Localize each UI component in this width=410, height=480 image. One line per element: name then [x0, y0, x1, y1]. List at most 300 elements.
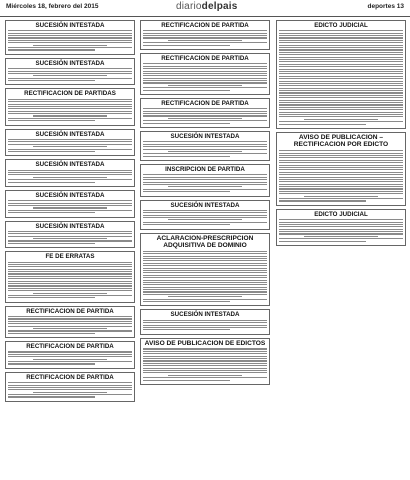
- text-line: [8, 68, 132, 69]
- text-line: [143, 182, 267, 183]
- text-line: [8, 35, 132, 36]
- text-line: [8, 174, 132, 175]
- text-line: [143, 265, 267, 266]
- text-line: [8, 120, 95, 121]
- legal-notice: [140, 98, 270, 128]
- text-line: [33, 359, 107, 360]
- text-line: [279, 153, 403, 154]
- text-line: [8, 262, 132, 263]
- notice-title: AVISO DE PUBLICACION DE EDICTOS: [144, 339, 266, 347]
- text-line: [8, 264, 132, 265]
- notice-title: RECTIFICACION DE PARTIDA: [161, 22, 249, 29]
- text-line: [143, 120, 267, 121]
- legal-notice: [5, 372, 135, 402]
- text-line: [8, 108, 132, 109]
- legal-notice: [276, 209, 406, 246]
- notice-title: EDICTO JUDICIAL: [314, 22, 368, 29]
- text-line: [279, 83, 403, 84]
- text-line: [8, 203, 132, 204]
- text-line: [143, 63, 267, 64]
- text-line: [8, 200, 132, 201]
- notice-title: SUCESIÓN INTESTADA: [35, 59, 105, 67]
- notice-title: SUCESIÓN INTESTADA: [35, 22, 105, 29]
- text-line: [168, 375, 242, 376]
- text-line: [279, 88, 403, 89]
- text-line: [143, 215, 267, 216]
- text-line: [8, 356, 132, 357]
- text-line: [143, 90, 230, 91]
- text-line: [143, 189, 267, 190]
- text-line: [143, 37, 267, 38]
- text-line: [8, 33, 132, 34]
- text-line: [8, 170, 132, 171]
- text-line: [279, 165, 403, 166]
- notice-title: SUCESIÓN INTESTADA: [35, 222, 105, 230]
- text-line: [279, 112, 403, 113]
- text-line: [279, 85, 403, 86]
- text-line: [279, 100, 403, 101]
- text-line: [279, 124, 366, 125]
- notice-title: FE DE ERRATAS: [45, 253, 95, 261]
- text-line: [279, 226, 403, 227]
- text-line: [279, 238, 403, 239]
- notice-title: INSCRIPCION DE PARTIDA: [165, 166, 245, 174]
- text-line: [143, 78, 267, 79]
- text-line: [279, 160, 403, 161]
- text-line: [143, 251, 267, 252]
- notice-title: EDICTO JUDICIAL: [314, 210, 368, 218]
- text-line: [8, 321, 132, 322]
- text-line: [8, 47, 132, 48]
- notice-title: RECTIFICACION DE PARTIDA: [26, 343, 114, 351]
- text-line: [8, 316, 132, 317]
- text-line: [143, 329, 230, 330]
- text-line: [143, 325, 267, 326]
- legal-notice: [276, 20, 406, 129]
- legal-notice: [5, 20, 135, 55]
- text-line: [279, 78, 403, 79]
- text-line: [279, 172, 403, 173]
- text-line: [143, 377, 267, 378]
- text-line: [8, 361, 132, 362]
- text-line: [143, 287, 267, 288]
- text-line: [8, 99, 132, 100]
- issue-date: Miércoles 18, febrero del 2015: [6, 3, 99, 10]
- text-line: [8, 273, 132, 274]
- text-line: [143, 294, 267, 295]
- text-line: [143, 45, 230, 46]
- text-line: [143, 75, 267, 76]
- text-line: [279, 35, 403, 36]
- text-line: [8, 73, 132, 74]
- text-line: [8, 333, 95, 334]
- text-line: [8, 382, 132, 383]
- text-line: [279, 33, 403, 34]
- text-line: [8, 111, 132, 112]
- text-line: [8, 290, 132, 291]
- legal-notice: [140, 20, 270, 50]
- text-line: [168, 85, 242, 86]
- text-line: [143, 253, 267, 254]
- text-line: [8, 49, 95, 50]
- text-line: [8, 354, 132, 355]
- text-line: [8, 149, 132, 150]
- logo-part-2: delpais: [201, 1, 238, 12]
- text-line: [8, 240, 132, 241]
- text-line: [8, 283, 132, 284]
- text-line: [143, 113, 267, 114]
- text-line: [8, 113, 132, 114]
- text-line: [304, 119, 378, 120]
- text-line: [143, 370, 267, 371]
- text-line: [279, 179, 403, 180]
- text-line: [279, 200, 366, 201]
- text-line: [279, 69, 403, 70]
- text-line: [143, 156, 230, 157]
- legal-notice: [5, 341, 135, 369]
- text-line: [143, 353, 267, 354]
- text-line: [279, 177, 403, 178]
- text-line: [8, 141, 132, 142]
- text-line: [279, 162, 403, 163]
- text-line: [8, 351, 132, 352]
- column-2: [140, 20, 270, 388]
- text-line: [279, 191, 403, 192]
- text-line: [143, 82, 267, 83]
- text-line: [143, 80, 267, 81]
- legal-notice: [5, 88, 135, 125]
- text-line: [279, 241, 366, 242]
- text-line: [8, 233, 132, 234]
- text-line: [143, 320, 267, 321]
- text-line: [143, 184, 267, 185]
- text-line: [8, 276, 132, 277]
- text-line: [8, 179, 132, 180]
- text-line: [279, 45, 403, 46]
- text-line: [8, 30, 132, 31]
- text-line: [143, 301, 230, 302]
- text-line: [33, 328, 107, 329]
- text-line: [8, 182, 95, 183]
- legal-notice: [5, 306, 135, 338]
- text-line: [279, 186, 403, 187]
- text-line: [279, 188, 403, 189]
- text-line: [143, 42, 267, 43]
- text-line: [279, 66, 403, 67]
- text-line: [168, 219, 242, 220]
- text-line: [279, 231, 403, 232]
- text-line: [279, 71, 403, 72]
- text-line: [279, 233, 403, 234]
- text-line: [143, 87, 267, 88]
- text-line: [33, 45, 107, 46]
- text-line: [279, 224, 403, 225]
- text-line: [279, 42, 403, 43]
- text-line: [143, 146, 267, 147]
- column-3: [276, 20, 406, 249]
- text-line: [143, 282, 267, 283]
- text-line: [8, 285, 132, 286]
- text-line: [143, 141, 267, 142]
- legal-notice: [5, 190, 135, 218]
- text-line: [8, 212, 95, 213]
- text-line: [143, 351, 267, 352]
- text-line: [8, 318, 132, 319]
- text-line: [143, 111, 267, 112]
- text-line: [8, 330, 132, 331]
- text-line: [279, 47, 403, 48]
- text-line: [8, 278, 132, 279]
- text-line: [279, 104, 403, 105]
- text-line: [143, 66, 267, 67]
- text-line: [279, 167, 403, 168]
- text-line: [8, 139, 132, 140]
- text-line: [8, 231, 132, 232]
- text-line: [8, 323, 132, 324]
- text-line: [143, 275, 267, 276]
- text-line: [279, 64, 403, 65]
- section-page-number: deportes 13: [367, 3, 404, 10]
- text-line: [279, 157, 403, 158]
- text-line: [279, 73, 403, 74]
- text-line: [304, 196, 378, 197]
- text-line: [143, 144, 267, 145]
- text-line: [143, 322, 267, 323]
- text-line: [143, 380, 230, 381]
- legal-notice: [140, 309, 270, 334]
- text-line: [143, 372, 267, 373]
- text-line: [279, 174, 403, 175]
- text-line: [143, 363, 267, 364]
- legal-notice: [140, 53, 270, 95]
- text-line: [279, 198, 403, 199]
- text-line: [143, 263, 267, 264]
- text-line: [143, 272, 267, 273]
- text-line: [143, 258, 267, 259]
- text-line: [8, 104, 132, 105]
- text-line: [143, 284, 267, 285]
- text-line: [8, 389, 132, 390]
- notice-title: AVISO DE PUBLICACION – RECTIFICACION POR EDICTO: [293, 133, 389, 149]
- text-line: [8, 387, 132, 388]
- text-line: [279, 155, 403, 156]
- text-line: [279, 95, 403, 96]
- text-line: [279, 76, 403, 77]
- text-line: [8, 118, 132, 119]
- text-line: [143, 123, 230, 124]
- legal-notice: [5, 159, 135, 187]
- text-line: [8, 394, 132, 395]
- text-line: [279, 92, 403, 93]
- text-line: [143, 222, 267, 223]
- text-line: [279, 37, 403, 38]
- text-line: [143, 256, 267, 257]
- text-line: [8, 205, 132, 206]
- legal-notice: [140, 164, 270, 196]
- text-line: [33, 115, 107, 116]
- text-line: [279, 229, 403, 230]
- text-line: [8, 396, 95, 397]
- text-line: [279, 102, 403, 103]
- legal-notice: [5, 221, 135, 249]
- text-line: [143, 260, 267, 261]
- text-line: [8, 266, 132, 267]
- text-line: [143, 115, 267, 116]
- notice-title: RECTIFICACION DE PARTIDA: [26, 307, 114, 315]
- column-1: [5, 20, 135, 405]
- text-line: [8, 71, 132, 72]
- text-line: [279, 59, 403, 60]
- text-line: [279, 49, 403, 50]
- legal-notice: [5, 129, 135, 157]
- text-line: [8, 172, 132, 173]
- text-line: [279, 193, 403, 194]
- notice-title: SUCESIÓN INTESTADA: [170, 311, 240, 319]
- text-line: [279, 97, 403, 98]
- text-line: [143, 289, 267, 290]
- notice-title: SUCESIÓN INTESTADA: [35, 161, 105, 169]
- text-line: [143, 277, 267, 278]
- notice-title: RECTIFICACION DE PARTIDAS: [24, 90, 116, 98]
- notice-title: SUCESIÓN INTESTADA: [170, 201, 240, 209]
- text-line: [143, 71, 267, 72]
- text-line: [143, 68, 267, 69]
- text-line: [143, 327, 267, 328]
- text-line: [168, 40, 242, 41]
- text-line: [143, 217, 267, 218]
- text-line: [143, 268, 267, 269]
- text-line: [143, 291, 267, 292]
- text-line: [279, 40, 403, 41]
- text-line: [168, 118, 242, 119]
- text-line: [168, 296, 242, 297]
- text-line: [143, 348, 267, 349]
- text-line: [279, 107, 403, 108]
- text-line: [143, 212, 267, 213]
- text-line: [8, 80, 95, 81]
- notice-title: ACLARACION-PRESCRIPCION ADQUISITIVA DE DOMINIO: [156, 234, 254, 250]
- text-line: [143, 153, 267, 154]
- text-line: [143, 179, 267, 180]
- text-line: [33, 75, 107, 76]
- legal-notice: [5, 251, 135, 303]
- text-line: [8, 106, 132, 107]
- text-line: [279, 116, 403, 117]
- legal-notice: [140, 200, 270, 230]
- text-line: [279, 109, 403, 110]
- notice-title: SUCESIÓN INTESTADA: [35, 191, 105, 199]
- legal-notice: [276, 132, 406, 206]
- text-line: [8, 236, 132, 237]
- text-line: [33, 293, 107, 294]
- text-line: [143, 73, 267, 74]
- text-line: [143, 30, 267, 31]
- text-line: [8, 363, 95, 364]
- text-line: [279, 90, 403, 91]
- text-line: [279, 52, 403, 53]
- text-line: [8, 295, 132, 296]
- notice-title: RECTIFICACION DE PARTIDA: [161, 100, 249, 108]
- text-line: [8, 144, 132, 145]
- page-header: [0, 0, 410, 17]
- text-line: [279, 222, 403, 223]
- notice-title: RECTIFICACION DE PARTIDA: [26, 373, 114, 381]
- text-line: [168, 186, 242, 187]
- text-line: [8, 243, 95, 244]
- text-line: [279, 30, 403, 31]
- text-line: [143, 299, 267, 300]
- text-line: [143, 270, 267, 271]
- text-line: [8, 269, 132, 270]
- text-line: [279, 57, 403, 58]
- text-line: [279, 114, 403, 115]
- text-line: [279, 121, 403, 122]
- text-line: [33, 177, 107, 178]
- text-line: [8, 78, 132, 79]
- text-line: [143, 33, 267, 34]
- legal-notice: [5, 58, 135, 86]
- notice-title: RECTIFICACION DE PARTIDA: [161, 55, 249, 63]
- text-line: [279, 81, 403, 82]
- text-line: [279, 169, 403, 170]
- text-line: [143, 356, 267, 357]
- text-line: [8, 40, 132, 41]
- notice-title: SUCESIÓN INTESTADA: [35, 130, 105, 138]
- text-line: [33, 392, 107, 393]
- text-line: [8, 151, 95, 152]
- text-line: [143, 358, 267, 359]
- text-line: [143, 368, 267, 369]
- text-line: [143, 35, 267, 36]
- text-line: [8, 37, 132, 38]
- text-line: [8, 297, 95, 298]
- logo-part-1: diario: [176, 1, 202, 12]
- text-line: [8, 326, 132, 327]
- text-line: [8, 210, 132, 211]
- text-line: [143, 108, 267, 109]
- text-line: [279, 184, 403, 185]
- text-line: [143, 210, 267, 211]
- text-line: [279, 181, 403, 182]
- legal-notice: [140, 233, 270, 307]
- text-line: [143, 191, 230, 192]
- text-line: [8, 271, 132, 272]
- text-line: [304, 236, 378, 237]
- text-line: [279, 54, 403, 55]
- text-line: [33, 146, 107, 147]
- legal-notice: [140, 131, 270, 161]
- text-line: [8, 101, 132, 102]
- text-line: [143, 149, 267, 150]
- text-line: [8, 385, 132, 386]
- text-line: [143, 224, 230, 225]
- text-line: [143, 280, 267, 281]
- notice-title: SUCESIÓN INTESTADA: [170, 133, 240, 141]
- text-line: [8, 281, 132, 282]
- text-line: [8, 42, 132, 43]
- text-line: [143, 360, 267, 361]
- legal-notice: [140, 338, 270, 385]
- text-line: [279, 150, 403, 151]
- text-line: [279, 61, 403, 62]
- text-line: [33, 207, 107, 208]
- text-line: [143, 177, 267, 178]
- newspaper-logo: [176, 1, 238, 12]
- text-line: [8, 288, 132, 289]
- text-line: [33, 238, 107, 239]
- text-line: [168, 151, 242, 152]
- text-line: [279, 219, 403, 220]
